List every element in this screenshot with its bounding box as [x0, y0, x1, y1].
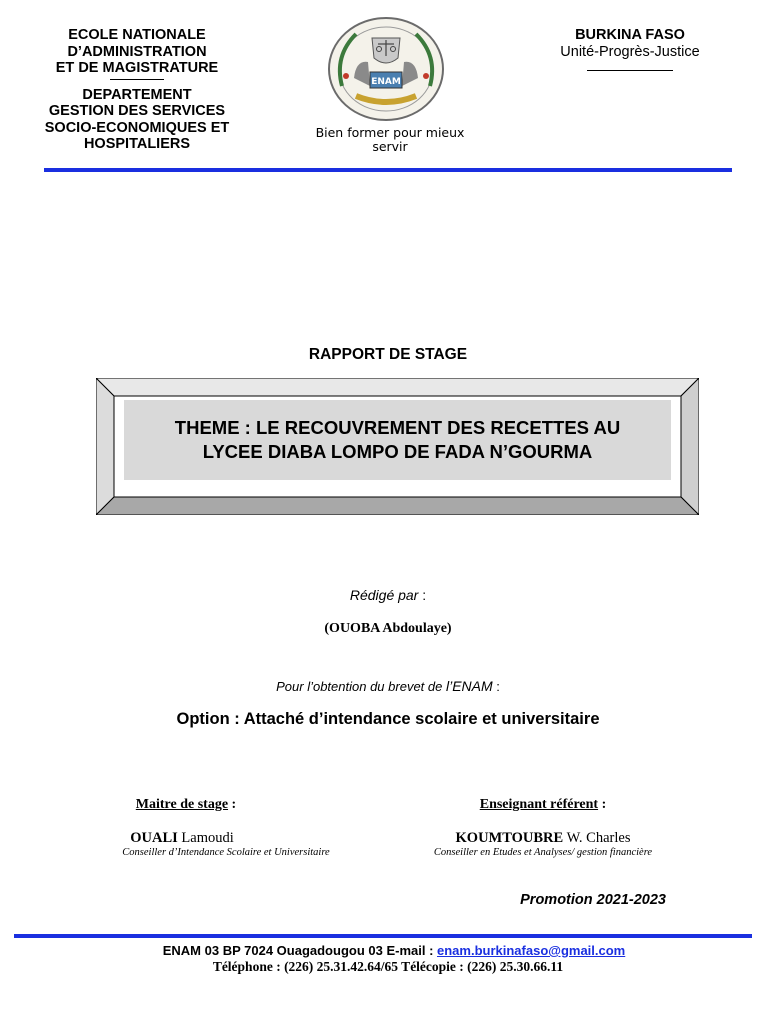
maitre-role: Conseiller d’Intendance Scolaire et Universitaire	[122, 847, 330, 858]
purpose-text: Pour l’obtention du brevet de	[276, 679, 446, 694]
enseignant-label-colon: :	[598, 797, 607, 812]
promotion: Promotion 2021-2023	[520, 892, 666, 908]
maitre-label-colon: :	[228, 797, 237, 812]
enseignant-firstname: W. Charles	[563, 830, 631, 846]
enam-emblem-icon	[326, 16, 446, 122]
author-label-line	[0, 587, 768, 603]
country-motto: Unité-Progrès-Justice	[560, 44, 700, 60]
maitre-surname: OUALI	[130, 830, 178, 846]
theme-text	[175, 416, 620, 464]
department-line: DEPARTEMENT	[82, 86, 192, 103]
maitre-firstname: Lamoudi	[177, 830, 234, 846]
footer-address-text: ENAM 03 BP 7024 Ouagadougou 03 E-mail :	[162, 943, 438, 958]
author-name: (OUOBA Abdoulaye)	[324, 621, 452, 636]
school-name-line: D’ADMINISTRATION	[67, 43, 207, 60]
school-name-line: ECOLE NATIONALE	[68, 27, 206, 43]
department-line: SOCIO-ECONOMIQUES ET	[44, 119, 230, 136]
logo-motto: Bien former pour mieux servir	[315, 125, 465, 154]
enseignant-surname: KOUMTOUBRE	[455, 830, 564, 846]
country-name: BURKINA FASO	[575, 27, 685, 43]
header-divider	[587, 70, 673, 71]
theme-line: THEME : LE RECOUVREMENT DES RECETTES AU	[174, 417, 621, 438]
footer-address	[0, 943, 768, 958]
svg-text:ENAM: ENAM	[371, 77, 401, 87]
theme-box	[124, 400, 671, 480]
school-name-line: ET DE MAGISTRATURE	[55, 60, 219, 76]
purpose-enam: l’ENAM	[445, 678, 493, 694]
report-title: RAPPORT DE STAGE	[308, 346, 468, 363]
maitre-name	[0, 830, 364, 847]
maitre-label-text: Maitre de stage	[135, 797, 229, 812]
enseignant-role: Conseiller en Etudes et Analyses/ gestion financière	[433, 847, 653, 858]
purpose-colon: :	[492, 679, 500, 694]
option-line: Option : Attaché d’intendance scolaire et universitaire	[176, 710, 600, 728]
author-label: Rédigé par	[349, 587, 419, 603]
school-header	[22, 27, 252, 153]
theme-line: LYCEE DIABA LOMPO DE FADA N’GOURMA	[202, 441, 593, 462]
department-line: GESTION DES SERVICES	[48, 103, 226, 119]
enseignant-name	[418, 830, 668, 847]
purpose-line	[0, 678, 768, 694]
footer-phone: Téléphone : (226) 25.31.42.64/65 Télécopie : (226) 25.30.66.11	[212, 959, 564, 974]
footer-rule	[14, 934, 752, 938]
department-line: HOSPITALIERS	[83, 136, 191, 152]
header-divider	[110, 79, 164, 80]
author-label-colon: :	[418, 587, 427, 603]
email-link[interactable]: enam.burkinafaso@gmail.com	[437, 943, 626, 958]
header-rule	[44, 168, 732, 172]
country-header	[530, 27, 730, 71]
maitre-label	[0, 797, 372, 813]
enseignant-label	[438, 797, 648, 813]
enseignant-label-text: Enseignant référent	[479, 797, 599, 812]
